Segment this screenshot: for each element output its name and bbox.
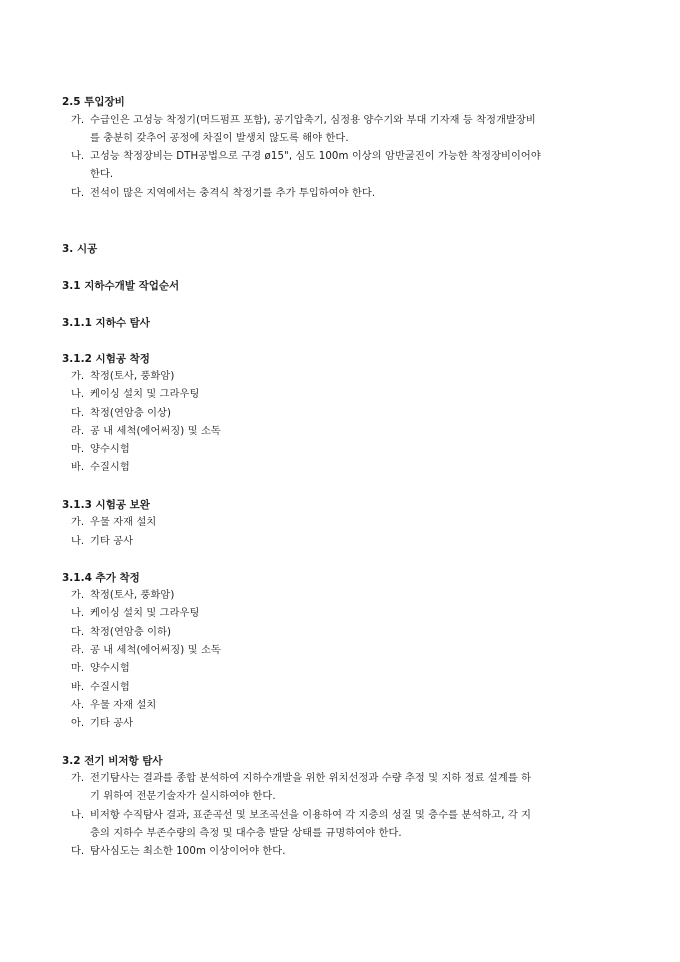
list-marker: 라.: [71, 645, 85, 656]
list-marker: 라.: [71, 426, 85, 437]
list-item-text: 수질시험: [90, 462, 130, 473]
list-item-text: 양수시험: [90, 663, 130, 674]
list-item-text: 양수시험: [90, 444, 130, 455]
list-item-text: 층의 지하수 부존수량의 측정 및 대수층 발달 상태를 규명하여야 한다.: [90, 828, 402, 839]
list-marker: 마.: [71, 663, 85, 674]
list-marker: 아.: [71, 718, 85, 729]
list-marker: 나.: [71, 608, 85, 619]
list-marker: 가.: [71, 773, 85, 784]
list-item-text: 비저항 수직탐사 결과, 표준곡선 및 보조곡선을 이용하여 각 지층의 성질 및 층수를 분석하고, 각 지: [90, 810, 532, 821]
list-marker: 나.: [71, 151, 85, 162]
list-item-text: 전기탐사는 결과를 종합 분석하여 지하수개발을 위한 위치선정과 수량 추정 및 지하 정료 설계를 하: [90, 773, 532, 784]
list-item-text: 를 충분히 갖추어 공정에 차질이 발생치 않도록 해야 한다.: [90, 133, 349, 144]
section-heading-2-5: 2.5 투입장비: [62, 96, 125, 108]
list-item-text: 공 내 세척(에어써징) 및 소독: [90, 426, 221, 437]
list-item-text: 수급인은 고성능 착정기(머드펌프 포함), 공기압축기, 심정용 양수기와 부대 기자재 등 착정개발장비: [90, 115, 536, 126]
list-marker: 다.: [71, 846, 85, 857]
list-item-text: 착정(토사, 풍화암): [90, 371, 175, 382]
section-heading-3-1-2: 3.1.2 시험공 착정: [62, 353, 150, 365]
list-item-text: 우물 자재 설치: [90, 517, 157, 528]
list-marker: 나.: [71, 536, 85, 547]
list-item-text: 탐사심도는 최소한 100m 이상이어야 한다.: [90, 846, 286, 857]
list-marker: 다.: [71, 188, 85, 199]
list-marker: 나.: [71, 810, 85, 821]
list-marker: 가.: [71, 115, 85, 126]
list-item-text: 기 위하여 전문기술자가 실시하여야 한다.: [90, 791, 276, 802]
list-item-text: 고성능 착정장비는 DTH공법으로 구경 ø15", 심도 100m 이상의 암반굴진이 가능한 착정장비이어야: [90, 151, 541, 162]
section-heading-3-1-1: 3.1.1 지하수 탐사: [62, 317, 150, 329]
list-marker: 나.: [71, 389, 85, 400]
list-item-text: 케이싱 설치 및 그라우팅: [90, 608, 200, 619]
list-marker: 마.: [71, 444, 85, 455]
list-marker: 다.: [71, 627, 85, 638]
list-marker: 가.: [71, 590, 85, 601]
list-marker: 다.: [71, 408, 85, 419]
section-heading-3: 3. 시공: [62, 243, 98, 255]
section-heading-3-1-3: 3.1.3 시험공 보완: [62, 499, 150, 511]
list-marker: 사.: [71, 700, 85, 711]
list-item-text: 공 내 세척(에어써징) 및 소독: [90, 645, 221, 656]
list-item-text: 착정(연암층 이상): [90, 408, 172, 419]
list-item-text: 한다.: [90, 169, 114, 180]
list-marker: 가.: [71, 371, 85, 382]
list-item-text: 기타 공사: [90, 536, 134, 547]
list-item-text: 착정(토사, 풍화암): [90, 590, 175, 601]
list-item-text: 전석이 많은 지역에서는 충격식 착정기를 추가 투입하여야 한다.: [90, 188, 376, 199]
list-item-text: 착정(연암층 이하): [90, 627, 172, 638]
section-heading-3-1: 3.1 지하수개발 작업순서: [62, 280, 180, 292]
list-marker: 바.: [71, 682, 85, 693]
list-item-text: 우물 자재 설치: [90, 700, 157, 711]
list-item-text: 케이싱 설치 및 그라우팅: [90, 389, 200, 400]
list-item-text: 기타 공사: [90, 718, 134, 729]
list-item-text: 수질시험: [90, 682, 130, 693]
section-heading-3-2: 3.2 전기 비저항 탐사: [62, 755, 163, 767]
list-marker: 가.: [71, 517, 85, 528]
list-marker: 바.: [71, 462, 85, 473]
section-heading-3-1-4: 3.1.4 추가 착정: [62, 572, 140, 584]
